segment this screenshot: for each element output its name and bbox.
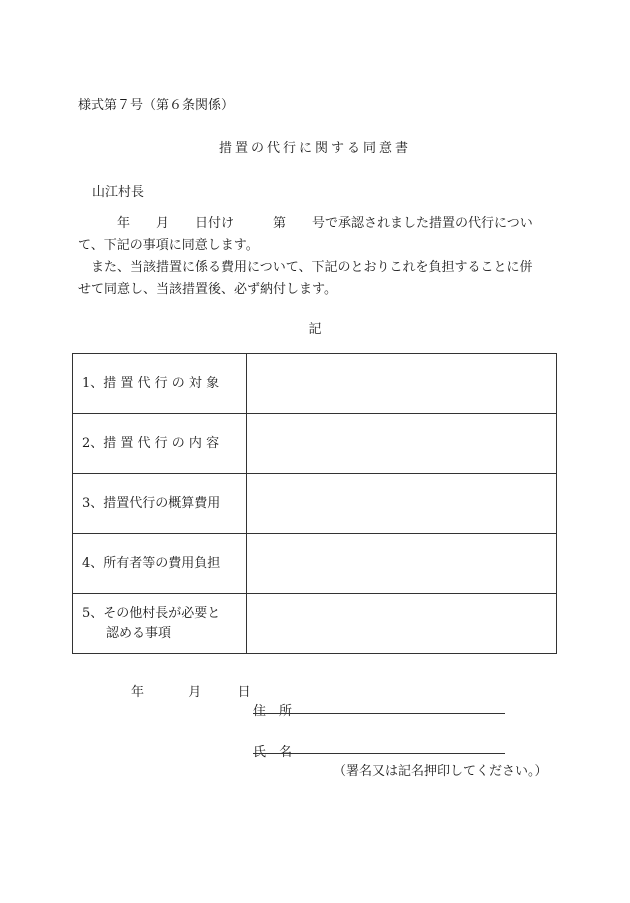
document-title: 措置の代行に関する同意書 <box>218 141 411 156</box>
paragraph-1-line-2: て、下記の事項に同意します。 <box>78 238 259 253</box>
row-value-field[interactable] <box>247 414 557 474</box>
date-month: 月 <box>188 685 202 700</box>
row-label <box>73 594 247 654</box>
paragraph-2-line-1: また、当該措置に係る費用について、下記のとおりこれを負担することに併 <box>78 260 533 275</box>
form-number: 様式第７号（第６条関係） <box>78 98 235 113</box>
details-table <box>72 353 557 654</box>
row-label <box>73 474 247 534</box>
row-label <box>73 414 247 474</box>
paragraph-2-line-2: せて同意し、当該措置後、必ず納付します。 <box>78 282 337 297</box>
row-label-text: 1、措 置 代 行 の 対 象 <box>82 375 220 391</box>
address-label: 住 所 <box>253 704 293 719</box>
row-label-text: 3、措置代行の概算費用 <box>82 495 221 511</box>
row-label <box>73 354 247 414</box>
row-label-text: 4、所有者等の費用負担 <box>82 555 221 571</box>
consent-paragraph-2 <box>78 257 556 301</box>
row-value-field[interactable] <box>247 354 557 414</box>
table-row <box>73 414 557 474</box>
table-row <box>73 354 557 414</box>
ki-heading: 記 <box>308 322 322 337</box>
date-day: 日 <box>237 685 251 700</box>
date-line <box>131 681 251 700</box>
consent-paragraph-1 <box>78 213 556 257</box>
name-input-line[interactable] <box>253 753 505 754</box>
row-label-text: 認める事項 <box>106 625 172 641</box>
table-row <box>73 594 557 654</box>
table-row <box>73 534 557 594</box>
signature-note: （署名又は記名押印してください。） <box>333 764 548 779</box>
row-value-field[interactable] <box>247 534 557 594</box>
name-label: 氏 名 <box>253 745 293 760</box>
row-label-text: 2、措 置 代 行 の 内 容 <box>82 435 220 451</box>
address-input-line[interactable] <box>253 713 505 714</box>
row-label <box>73 534 247 594</box>
date-year: 年 <box>131 685 145 700</box>
row-label-text: 5、その他村長が必要と <box>82 605 221 621</box>
addressee: 山江村長 <box>92 185 145 200</box>
paragraph-1-line-1: 年 月 日付け 第 号で承認されました措置の代行につい <box>78 216 533 231</box>
row-value-field[interactable] <box>247 474 557 534</box>
table-row <box>73 474 557 534</box>
row-value-field[interactable] <box>247 594 557 654</box>
